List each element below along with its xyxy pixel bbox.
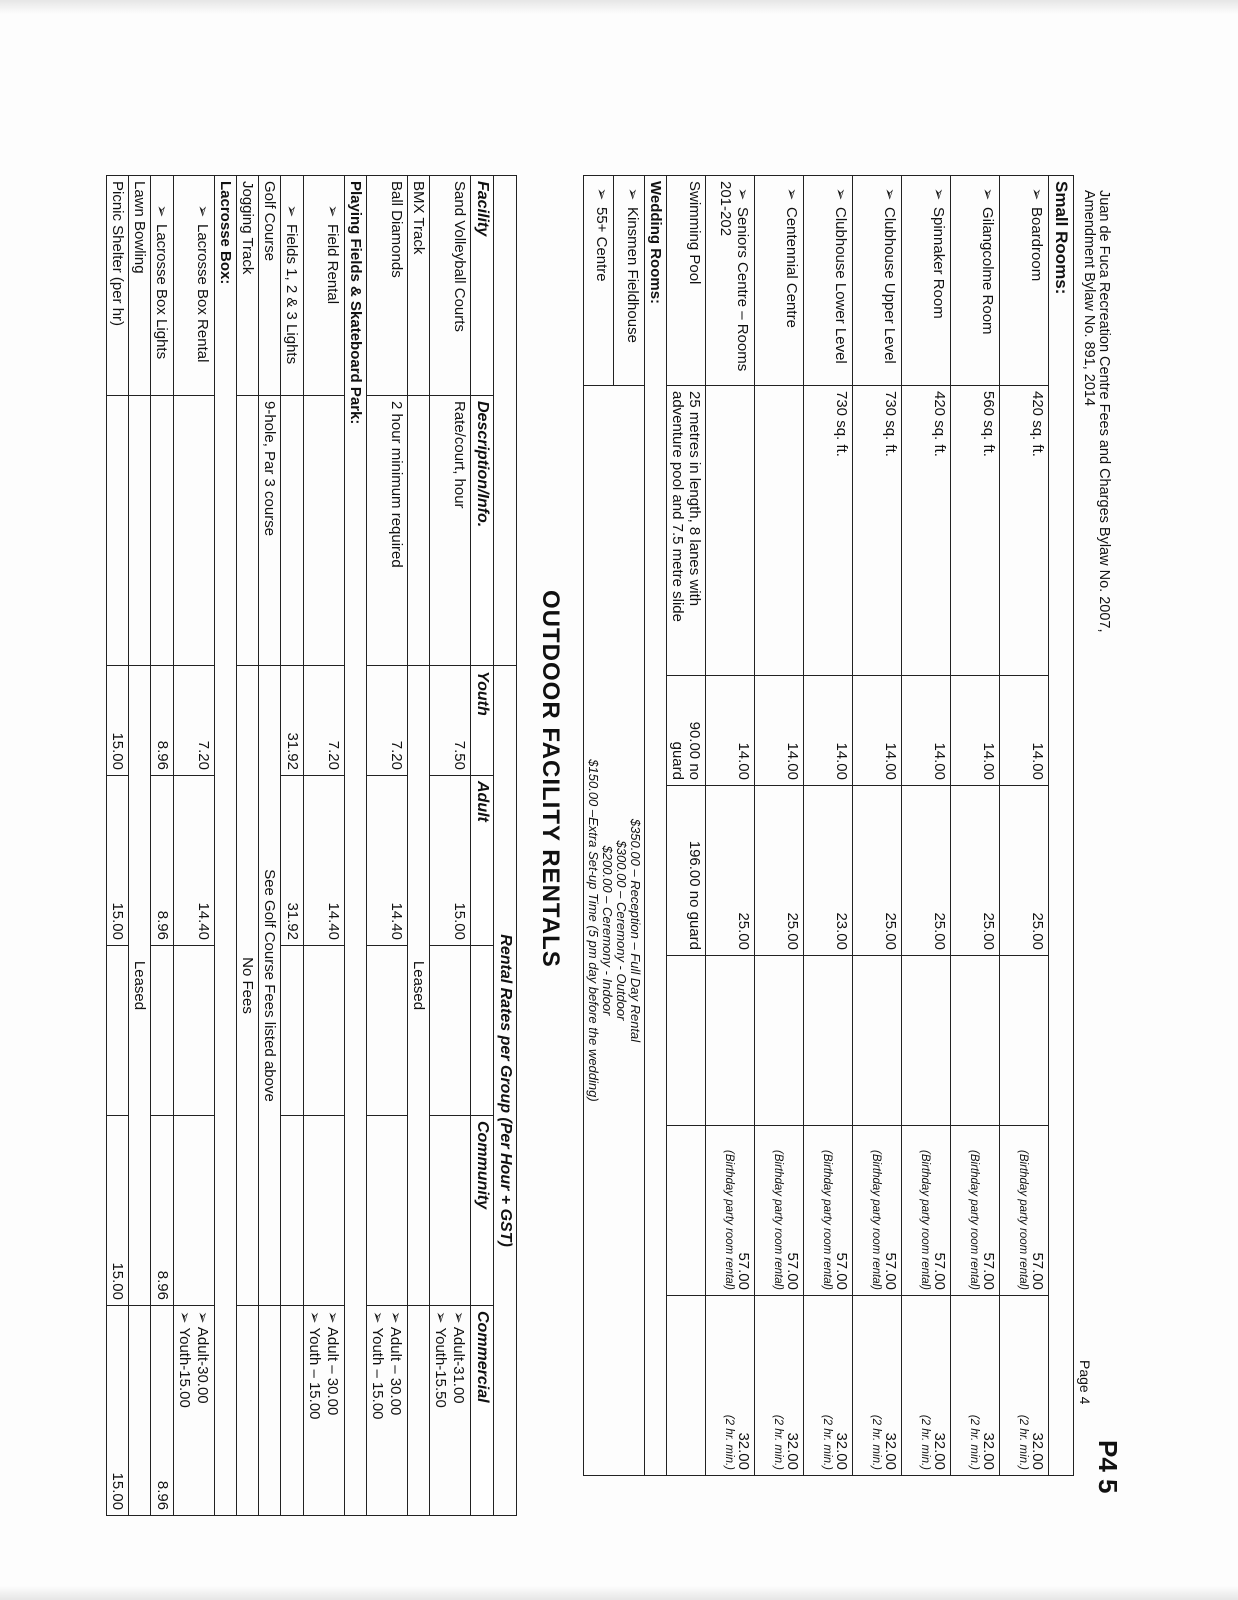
room-name-cell (1000, 176, 1049, 386)
commercial-rate-cell (107, 1306, 129, 1516)
facility-desc (304, 396, 345, 666)
facility-span-note: Leased (408, 666, 430, 1306)
community-rate (367, 1116, 408, 1306)
arrow-bullet-icon: ➢ (783, 187, 800, 201)
commercial-rate-cell (237, 1306, 259, 1516)
room-youth-rate: 14.00 (706, 676, 755, 786)
facility-desc: Rate/court, hour (430, 396, 471, 666)
room-empty-cell (902, 956, 951, 1126)
room-commercial-rate: 32.00 (980, 1432, 997, 1470)
room-youth-rate: 14.00 (951, 676, 1000, 786)
section-title: Lacrosse Box: (215, 176, 237, 1516)
room-community-cell (755, 1126, 804, 1296)
room-youth-rate: 14.00 (902, 676, 951, 786)
youth-rate: 31.92 (281, 666, 304, 776)
outdoor-row (259, 176, 281, 1516)
arrow-bullet-icon: ➢ (979, 187, 996, 201)
community-rate: 8.96 (151, 1116, 174, 1306)
empty-cell (367, 946, 408, 1116)
room-community-cell (853, 1126, 902, 1296)
room-community-rate: 57.00 (1029, 1252, 1046, 1290)
arrow-bullet-icon: ➢ (324, 204, 341, 218)
empty-cell (281, 946, 304, 1116)
commercial-rate (369, 1311, 387, 1510)
commercial-rate-value: Adult – 30.00 (324, 1326, 341, 1416)
room-community-note: (Birthday party room rental) (919, 1150, 931, 1290)
facility-name: Jogging Track (239, 181, 256, 275)
pool-empty-cell (667, 1296, 706, 1476)
room-commercial-note: (2 hr. min.) (821, 1414, 833, 1470)
outdoor-row (281, 176, 304, 1516)
room-adult-rate: 25.00 (706, 786, 755, 956)
header-line1: Juan de Fuca Recreation Centre Fees and Charges Bylaw No. (1096, 190, 1112, 593)
commercial-rate-cell (281, 1306, 304, 1516)
facility-span-note: Leased (129, 666, 151, 1306)
facility-desc (281, 396, 304, 666)
outdoor-row (129, 176, 151, 1516)
room-community-note: (Birthday party room rental) (870, 1150, 882, 1290)
youth-rate: 7.50 (430, 666, 471, 776)
room-community-cell (951, 1126, 1000, 1296)
facility-name-cell (151, 176, 174, 396)
room-community-rate: 57.00 (735, 1252, 752, 1290)
room-size: 730 sq. ft. (804, 386, 853, 676)
room-name-cell (804, 176, 853, 386)
arrow-bullet-icon: ➢ (324, 1311, 341, 1327)
room-name: Centennial Centre (783, 207, 800, 328)
facility-span-note: See Golf Course Fees listed above (259, 666, 281, 1306)
outdoor-row (408, 176, 430, 1516)
wedding-room-name: 55+ Centre (593, 207, 611, 282)
room-size (706, 386, 755, 676)
adult-rate: 15.00 (107, 776, 129, 946)
facility-desc (129, 396, 151, 666)
room-row (755, 176, 804, 1476)
pool-name: Swimming Pool (667, 176, 706, 386)
room-commercial-rate: 32.00 (931, 1432, 948, 1470)
section-title: Playing Fields & Skateboard Park: (345, 176, 367, 1516)
page-label: Page 4 (1077, 1360, 1093, 1405)
room-community-cell (1000, 1126, 1049, 1296)
pool-desc: 25 metres in length, 8 lanes with adventure pool and 7.5 metre slide (667, 386, 706, 676)
room-commercial-cell (853, 1296, 902, 1476)
wedding-note: $300.00 – Ceremony - Outdoor (614, 840, 629, 1021)
outdoor-column-header-row (471, 176, 494, 1516)
section-row (345, 176, 367, 1516)
facility-name-cell (304, 176, 345, 396)
room-community-note: (Birthday party room rental) (821, 1150, 833, 1290)
outdoor-row (304, 176, 345, 1516)
column-header: Youth (471, 666, 494, 776)
arrow-bullet-icon: ➢ (194, 1311, 211, 1327)
room-adult-rate: 25.00 (951, 786, 1000, 956)
room-community-note: (Birthday party room rental) (968, 1150, 980, 1290)
room-community-cell (706, 1126, 755, 1296)
room-size: 560 sq. ft. (951, 386, 1000, 676)
wedding-title: Wedding Rooms: (645, 176, 667, 1476)
outdoor-row (430, 176, 471, 1516)
facility-name: Lawn Bowling (131, 181, 148, 274)
arrow-bullet-icon: ➢ (387, 1311, 404, 1327)
arrow-bullet-icon: ➢ (194, 204, 211, 218)
header-line1-suffix: 2007, (1096, 596, 1112, 633)
arrow-bullet-icon: ➢ (832, 187, 849, 201)
small-rooms-table (583, 175, 1074, 1476)
commercial-rate-value: Adult – 30.00 (387, 1326, 404, 1416)
section-row (215, 176, 237, 1516)
small-rooms-title: Small Rooms: (1049, 176, 1074, 1476)
commercial-rate-cell (259, 1306, 281, 1516)
outdoor-row (237, 176, 259, 1516)
arrow-bullet-icon: ➢ (176, 1311, 193, 1328)
commercial-rate-value: Youth – 15.00 (369, 1327, 386, 1420)
commercial-rate (324, 1311, 342, 1510)
column-header: Community (471, 1116, 494, 1306)
column-header (471, 946, 494, 1116)
room-adult-rate: 25.00 (1000, 786, 1049, 956)
facility-name: BMX Track (410, 181, 427, 255)
small-rooms-title-row (1049, 176, 1074, 1476)
room-row (1000, 176, 1049, 1476)
facility-name-cell (107, 176, 129, 396)
header-line2: Amendment Bylaw No. 891, 2014 (1081, 190, 1097, 407)
pool-adult-rate: 196.00 no guard (667, 786, 706, 956)
room-adult-rate: 23.00 (804, 786, 853, 956)
room-community-rate: 57.00 (980, 1252, 997, 1290)
commercial-rate (154, 1311, 171, 1510)
room-row (853, 176, 902, 1476)
facility-desc (237, 396, 259, 666)
room-size: 420 sq. ft. (1000, 386, 1049, 676)
room-row (951, 176, 1000, 1476)
room-empty-cell (706, 956, 755, 1126)
facility-desc (151, 396, 174, 666)
room-commercial-cell (951, 1296, 1000, 1476)
room-community-note: (Birthday party room rental) (723, 1150, 735, 1290)
wedding-room-name: Kinsmen Fieldhouse (624, 207, 641, 343)
facility-desc (107, 396, 129, 666)
arrow-bullet-icon: ➢ (306, 1311, 323, 1328)
facility-name-cell (430, 176, 471, 396)
page-stamp: P4 5 (1093, 1440, 1123, 1494)
adult-rate: 14.40 (304, 776, 345, 946)
facility-span-note: No Fees (237, 666, 259, 1306)
commercial-rate-value: 8.96 (154, 1480, 171, 1511)
commercial-rate (109, 1311, 126, 1510)
adult-rate: 15.00 (430, 776, 471, 946)
arrow-bullet-icon: ➢ (881, 187, 898, 201)
community-rate (281, 1116, 304, 1306)
room-community-note: (Birthday party room rental) (1017, 1150, 1029, 1290)
facility-name: Picnic Shelter (per hr) (109, 181, 126, 327)
column-header: Adult (471, 776, 494, 946)
room-commercial-note: (2 hr. min.) (870, 1414, 882, 1470)
empty-cell (430, 946, 471, 1116)
outdoor-group-header-row (494, 176, 517, 1516)
room-name-cell (902, 176, 951, 386)
commercial-rate (450, 1311, 468, 1510)
facility-name: Golf Course (261, 181, 278, 262)
arrow-bullet-icon: ➢ (930, 187, 947, 201)
room-name-cell (853, 176, 902, 386)
commercial-rate (194, 1311, 212, 1510)
commercial-rate-cell (408, 1306, 430, 1516)
arrow-bullet-icon: ➢ (153, 204, 170, 218)
adult-rate: 14.40 (174, 776, 215, 946)
room-row (804, 176, 853, 1476)
facility-name-cell (237, 176, 259, 396)
commercial-rate-value: Adult-31.00 (450, 1326, 467, 1404)
room-community-rate: 57.00 (784, 1252, 801, 1290)
room-name: Seniors Centre – Rooms 201-202 (717, 181, 751, 372)
commercial-rate-value: Youth-15.50 (432, 1327, 449, 1408)
room-commercial-rate: 32.00 (833, 1432, 850, 1470)
facility-name-cell (367, 176, 408, 396)
room-commercial-cell (902, 1296, 951, 1476)
commercial-rate-cell (304, 1306, 345, 1516)
room-community-rate: 57.00 (833, 1252, 850, 1290)
wedding-notes-cell (584, 386, 645, 1476)
facility-name: Field Rental (324, 224, 341, 305)
pool-empty-cell (667, 956, 706, 1126)
room-commercial-note: (2 hr. min.) (1017, 1414, 1029, 1470)
wedding-note: $350.00 – Reception – Full Day Rental (628, 818, 643, 1043)
room-row (706, 176, 755, 1476)
facility-name: Lacrosse Box Rental (194, 224, 211, 363)
commercial-rate (387, 1311, 405, 1510)
outdoor-row (367, 176, 408, 1516)
room-youth-rate: 14.00 (1000, 676, 1049, 786)
document-header (1081, 190, 1111, 633)
arrow-bullet-icon: ➢ (283, 204, 300, 218)
adult-rate: 8.96 (151, 776, 174, 946)
room-name: Gilangcolme Room (979, 207, 996, 335)
pool-youth-rate: 90.00 no guard (667, 676, 706, 786)
room-commercial-cell (755, 1296, 804, 1476)
wedding-room-cell (614, 176, 645, 386)
room-community-rate: 57.00 (931, 1252, 948, 1290)
room-empty-cell (804, 956, 853, 1126)
column-header: Description/Info. (471, 396, 494, 666)
room-commercial-rate: 32.00 (882, 1432, 899, 1470)
outdoor-group-header: Rental Rates per Group (Per Hour + GST) (494, 666, 517, 1516)
room-name: Spinnaker Room (930, 207, 947, 319)
room-commercial-note: (2 hr. min.) (723, 1414, 735, 1470)
arrow-bullet-icon: ➢ (734, 187, 751, 201)
commercial-rate-cell (129, 1306, 151, 1516)
room-empty-cell (951, 956, 1000, 1126)
facility-desc: 9-hole, Par 3 course (259, 396, 281, 666)
outdoor-row (151, 176, 174, 1516)
facility-name: Sand Volleyball Courts (451, 181, 468, 332)
commercial-rate (176, 1311, 194, 1510)
facility-name: Lacrosse Box Lights (153, 224, 170, 360)
arrow-bullet-icon: ➢ (450, 1311, 467, 1327)
community-rate (174, 1116, 215, 1306)
wedding-note: $200.00 – Ceremony - Indoor (600, 845, 615, 1016)
pool-empty-cell (667, 1126, 706, 1296)
youth-rate: 7.20 (367, 666, 408, 776)
rotated-page-content (109, 50, 1123, 1550)
facility-name: Fields 1, 2 & 3 Lights (283, 224, 300, 365)
arrow-bullet-icon: ➢ (624, 187, 641, 201)
room-commercial-rate: 32.00 (1029, 1432, 1046, 1470)
room-name-cell (706, 176, 755, 386)
community-rate (304, 1116, 345, 1306)
community-rate: 15.00 (107, 1116, 129, 1306)
room-community-cell (902, 1126, 951, 1296)
wedding-title-row (645, 176, 667, 1476)
room-commercial-cell (1000, 1296, 1049, 1476)
facility-name-cell (408, 176, 430, 396)
facility-name-cell (281, 176, 304, 396)
empty-cell (151, 946, 174, 1116)
room-commercial-note: (2 hr. min.) (968, 1414, 980, 1470)
outdoor-title: OUTDOOR FACILITY RENTALS (537, 590, 564, 968)
arrow-bullet-icon: ➢ (1028, 187, 1045, 201)
room-row (902, 176, 951, 1476)
room-adult-rate: 25.00 (853, 786, 902, 956)
commercial-rate (432, 1311, 450, 1510)
adult-rate: 31.92 (281, 776, 304, 946)
room-commercial-note: (2 hr. min.) (919, 1414, 931, 1470)
column-header: Commercial (471, 1306, 494, 1516)
wedding-note: $150.00 –Extra Set-up Time (5 pm day before the wedding) (586, 759, 601, 1102)
adult-rate: 14.40 (367, 776, 408, 946)
room-empty-cell (853, 956, 902, 1126)
room-community-cell (804, 1126, 853, 1296)
commercial-rate-value: Youth-15.00 (176, 1327, 193, 1408)
empty-cell (174, 946, 215, 1116)
outdoor-row (107, 176, 129, 1516)
arrow-bullet-icon: ➢ (432, 1311, 449, 1328)
column-header: Facility (471, 176, 494, 396)
facility-name-cell (259, 176, 281, 396)
room-commercial-rate: 32.00 (735, 1432, 752, 1470)
facility-desc (174, 396, 215, 666)
youth-rate: 15.00 (107, 666, 129, 776)
room-name-cell (755, 176, 804, 386)
room-youth-rate: 14.00 (755, 676, 804, 786)
room-name: Clubhouse Upper Level (881, 207, 898, 364)
room-youth-rate: 14.00 (853, 676, 902, 786)
commercial-rate-value: 15.00 (109, 1472, 126, 1511)
facility-name-cell (129, 176, 151, 396)
youth-rate: 8.96 (151, 666, 174, 776)
room-name: Clubhouse Lower Level (832, 207, 849, 364)
youth-rate: 7.20 (174, 666, 215, 776)
room-adult-rate: 25.00 (755, 786, 804, 956)
empty-cell (304, 946, 345, 1116)
room-name: Boardroom (1028, 207, 1045, 282)
room-commercial-cell (804, 1296, 853, 1476)
outdoor-rentals-table (106, 175, 517, 1516)
commercial-rate (306, 1311, 324, 1510)
facility-name-cell (174, 176, 215, 396)
wedding-room-row (614, 176, 645, 1476)
room-adult-rate: 25.00 (902, 786, 951, 956)
wedding-room-cell (584, 176, 615, 386)
room-community-note: (Birthday party room rental) (772, 1150, 784, 1290)
facility-name: Ball Diamonds (388, 181, 405, 278)
arrow-bullet-icon: ➢ (593, 187, 611, 201)
room-empty-cell (755, 956, 804, 1126)
room-commercial-cell (706, 1296, 755, 1476)
pool-row (667, 176, 706, 1476)
room-commercial-note: (2 hr. min.) (772, 1414, 784, 1470)
room-size: 730 sq. ft. (853, 386, 902, 676)
scan-edge-bottom (0, 1586, 1238, 1600)
facility-desc: 2 hour minimum required (367, 396, 408, 666)
arrow-bullet-icon: ➢ (369, 1311, 386, 1328)
room-name-cell (951, 176, 1000, 386)
room-community-rate: 57.00 (882, 1252, 899, 1290)
empty-cell (107, 946, 129, 1116)
commercial-rate-cell (430, 1306, 471, 1516)
commercial-rate-cell (174, 1306, 215, 1516)
room-size (755, 386, 804, 676)
commercial-rate-cell (367, 1306, 408, 1516)
outdoor-group-header-blank (494, 176, 517, 666)
scan-edge-top (0, 0, 1238, 14)
room-empty-cell (1000, 956, 1049, 1126)
commercial-rate-cell (151, 1306, 174, 1516)
outdoor-row (174, 176, 215, 1516)
facility-desc (408, 396, 430, 666)
community-rate (430, 1116, 471, 1306)
room-size: 420 sq. ft. (902, 386, 951, 676)
room-commercial-rate: 32.00 (784, 1432, 801, 1470)
commercial-rate-value: Youth – 15.00 (306, 1327, 323, 1420)
room-youth-rate: 14.00 (804, 676, 853, 786)
youth-rate: 7.20 (304, 666, 345, 776)
commercial-rate-value: Adult-30.00 (194, 1326, 211, 1404)
